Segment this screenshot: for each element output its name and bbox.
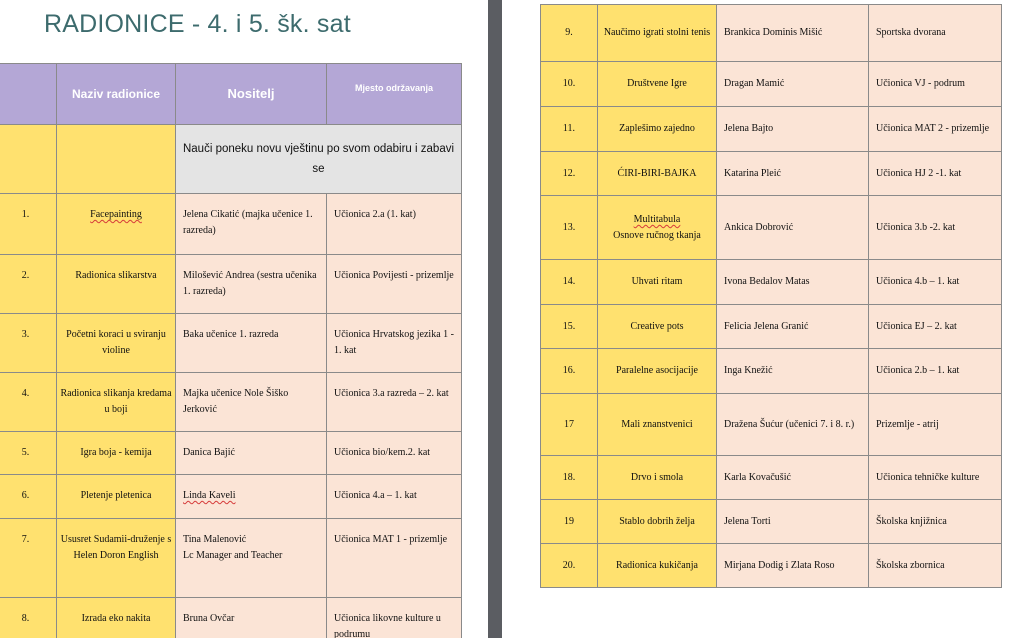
document-title: RADIONICE - 4. i 5. šk. sat	[44, 10, 351, 38]
location: Učionica EJ – 2. kat	[869, 305, 1002, 349]
carrier-name: Mirjana Dodig i Zlata Roso	[717, 544, 869, 588]
workshop-name-text: Multitabula	[633, 214, 681, 225]
table-row	[541, 5, 1002, 62]
intro-number-cell	[0, 125, 57, 194]
carrier-name: Dražena Šućur (učenici 7. i 8. r.)	[717, 394, 869, 456]
workshop-name	[57, 194, 176, 255]
location: Školska knjižnica	[869, 500, 1002, 544]
carrier-name: Ivona Bedalov Matas	[717, 260, 869, 305]
row-number: 6.	[0, 475, 57, 519]
table-header-row	[0, 64, 462, 125]
location: Sportska dvorana	[869, 5, 1002, 62]
table-row	[0, 519, 462, 598]
row-number: 7.	[0, 519, 57, 598]
workshop-name: Creative pots	[598, 305, 717, 349]
carrier-name-line1: Tina Malenović	[183, 534, 247, 545]
location: Učionica 3.a razreda – 2. kat	[327, 373, 462, 432]
row-number: 8.	[0, 598, 57, 638]
workshop-name: ĆIRI-BIRI-BAJKA	[598, 152, 717, 196]
table-row	[0, 432, 462, 475]
row-number: 16.	[541, 349, 598, 394]
table-row	[541, 196, 1002, 260]
row-number: 3.	[0, 314, 57, 373]
carrier-name	[176, 475, 327, 519]
table-row	[541, 544, 1002, 588]
workshop-name: Uhvati ritam	[598, 260, 717, 305]
carrier-name: Milošević Andrea (sestra učenika 1. razreda)	[176, 255, 327, 314]
location: Učionica tehničke kulture	[869, 456, 1002, 500]
carrier-name: Jelena Bajto	[717, 107, 869, 152]
page-gutter	[488, 0, 502, 638]
workshops-table-right	[540, 4, 1002, 588]
carrier-name: Ankica Dobrović	[717, 196, 869, 260]
row-number: 20.	[541, 544, 598, 588]
workshop-name: Radionica slikanja kredama u boji	[57, 373, 176, 432]
workshop-name-line1	[598, 212, 716, 228]
header-workshop-name: Naziv radionice	[57, 64, 176, 125]
workshop-name: Radionica slikarstva	[57, 255, 176, 314]
workshop-name: Zaplešimo zajedno	[598, 107, 717, 152]
workshop-name: Početni koraci u sviranju violine	[57, 314, 176, 373]
workshop-name: Izrada eko nakita	[57, 598, 176, 638]
location: Učionica MAT 1 - prizemlje	[327, 519, 462, 598]
location: Učionica HJ 2 -1. kat	[869, 152, 1002, 196]
intro-row	[0, 125, 462, 194]
workshop-name-line2: Osnove ručnog tkanja	[613, 229, 701, 241]
row-number: 5.	[0, 432, 57, 475]
workshop-name: Mali znanstvenici	[598, 394, 717, 456]
carrier-name: Felicia Jelena Granić	[717, 305, 869, 349]
location: Učionica bio/kem.2. kat	[327, 432, 462, 475]
location: Školska zbornica	[869, 544, 1002, 588]
table-row	[541, 456, 1002, 500]
workshop-name: Pletenje pletenica	[57, 475, 176, 519]
row-number: 14.	[541, 260, 598, 305]
location: Učionica 2.a (1. kat)	[327, 194, 462, 255]
header-location: Mjesto održavanja	[327, 64, 462, 125]
location: Učionica VJ - podrum	[869, 62, 1002, 107]
table-row	[541, 62, 1002, 107]
location: Učionica MAT 2 - prizemlje	[869, 107, 1002, 152]
row-number: 11.	[541, 107, 598, 152]
workshop-name: Stablo dobrih želja	[598, 500, 717, 544]
location: Učionica 4.a – 1. kat	[327, 475, 462, 519]
workshop-name: Naučimo igrati stolni tenis	[598, 5, 717, 62]
carrier-name-line2: Lc Manager and Teacher	[183, 549, 283, 561]
header-carrier: Nositelj	[176, 64, 327, 125]
carrier-name-text: Linda Kaveli	[183, 490, 236, 501]
table-row	[0, 314, 462, 373]
carrier-name: Majka učenice Nole Šiško Jerković	[176, 373, 327, 432]
carrier-name: Katarina Pleić	[717, 152, 869, 196]
table-row	[0, 598, 462, 638]
table-row	[0, 255, 462, 314]
table-row	[541, 394, 1002, 456]
carrier-name: Danica Bajić	[176, 432, 327, 475]
row-number: 13.	[541, 196, 598, 260]
carrier-name: Karla Kovačušić	[717, 456, 869, 500]
row-number: 12.	[541, 152, 598, 196]
carrier-name: Jelena Cikatić (majka učenice 1. razreda)	[176, 194, 327, 255]
workshop-name: Društvene Igre	[598, 62, 717, 107]
table-row	[541, 107, 1002, 152]
document-page-left	[0, 0, 488, 638]
workshop-name: Ususret Sudamii-druženje s Helen Doron English	[57, 519, 176, 598]
carrier-name: Dragan Mamić	[717, 62, 869, 107]
location: Prizemlje - atrij	[869, 394, 1002, 456]
row-number: 2.	[0, 255, 57, 314]
location: Učionica Hrvatskog jezika 1 - 1. kat	[327, 314, 462, 373]
row-number: 15.	[541, 305, 598, 349]
location: Učionica 3.b -2. kat	[869, 196, 1002, 260]
row-number: 19	[541, 500, 598, 544]
row-number: 4.	[0, 373, 57, 432]
workshop-name: Igra boja - kemija	[57, 432, 176, 475]
row-number: 9.	[541, 5, 598, 62]
location: Učionica Povijesti - prizemlje	[327, 255, 462, 314]
table-row	[541, 500, 1002, 544]
document-page-right	[502, 0, 1024, 638]
table-row	[0, 373, 462, 432]
table-row	[541, 152, 1002, 196]
workshop-name	[598, 196, 717, 260]
row-number: 10.	[541, 62, 598, 107]
carrier-name: Bruna Ovčar	[176, 598, 327, 638]
workshops-table-left	[0, 63, 462, 638]
table-row	[541, 349, 1002, 394]
workshop-name: Paralelne asocijacije	[598, 349, 717, 394]
location: Učionica 4.b – 1. kat	[869, 260, 1002, 305]
table-row	[0, 194, 462, 255]
carrier-name	[176, 519, 327, 598]
table-row	[541, 260, 1002, 305]
row-number: 18.	[541, 456, 598, 500]
intro-name-cell	[57, 125, 176, 194]
location: Učionica 2.b – 1. kat	[869, 349, 1002, 394]
row-number: 17	[541, 394, 598, 456]
carrier-name: Jelena Torti	[717, 500, 869, 544]
intro-text: Nauči poneku novu vještinu po svom odabiru i zabavi se	[176, 125, 462, 194]
table-row	[0, 475, 462, 519]
carrier-name: Brankica Dominis Mišić	[717, 5, 869, 62]
carrier-name: Inga Knežić	[717, 349, 869, 394]
workshop-name: Drvo i smola	[598, 456, 717, 500]
table-row	[541, 305, 1002, 349]
header-number	[0, 64, 57, 125]
location: Učionica likovne kulture u podrumu	[327, 598, 462, 638]
row-number: 1.	[0, 194, 57, 255]
workshop-name: Radionica kukičanja	[598, 544, 717, 588]
carrier-name: Baka učenice 1. razreda	[176, 314, 327, 373]
workshop-name-text: Facepainting	[90, 209, 142, 220]
